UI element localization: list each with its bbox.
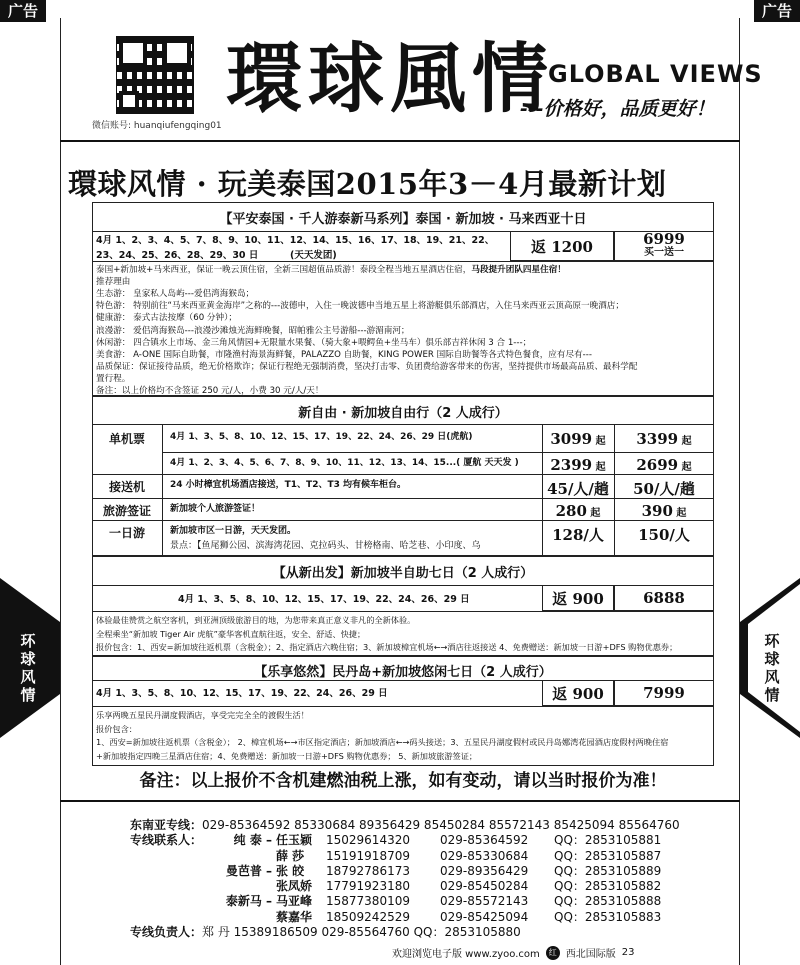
leader-info: 郑 丹 15389186509 029-85564760 QQ：2853105880 bbox=[202, 925, 521, 940]
tour1-detail-line: 休闲游： 四合镇水上市场、金三角风情园+无限量水果餐、（骑大象+喂鳄鱼+坐马车）俱乐部吉祥休闲 3 合 1---； bbox=[96, 337, 532, 348]
price-unit: 起 bbox=[678, 436, 692, 447]
divider bbox=[162, 452, 714, 453]
tour2-row-desc2: 景点：【鱼尾狮公园、滨海湾花园、克拉码头、甘榜格南、哈芝巷、小印度、乌 bbox=[170, 541, 481, 551]
contact-group: 曼芭普 – bbox=[225, 863, 272, 878]
tour1-detail-line: 品质保证：保证接待品质，绝无价格欺诈；保证行程绝无强制消费，坚决打击零、负团费给游客带来的伤害，坚持提供市场最高品质、最科学配 bbox=[96, 361, 638, 372]
tour4-detail-line: 乐享两晚五星民丹湖度假酒店，享受完完全全的渡假生活！ bbox=[96, 710, 309, 720]
contact-tel: 029-85330684 bbox=[440, 848, 529, 863]
tour2-row-label: 旅游签证 bbox=[102, 504, 151, 518]
tour4-detail-line: 报价包含： bbox=[96, 723, 137, 734]
tour2-price-a: 3099 起 bbox=[550, 430, 606, 448]
divider bbox=[92, 611, 714, 612]
contact-person-row bbox=[130, 849, 680, 864]
price-unit: 起 bbox=[586, 508, 601, 519]
contacts-divider bbox=[60, 800, 740, 802]
contact-tel: 029-85425094 bbox=[440, 909, 529, 924]
contact-tel: 029-85450284 bbox=[440, 879, 529, 894]
tour2-row-desc: 新加坡市区一日游，天天发团。 bbox=[170, 526, 297, 536]
contact-group: 纯 泰 – bbox=[233, 833, 272, 848]
contact-mobile: 15191918709 bbox=[326, 848, 410, 863]
contact-qq: QQ：2853105889 bbox=[554, 863, 662, 878]
tour2-row-label: 单机票 bbox=[108, 432, 145, 446]
tour2-row-desc: 新加坡个人旅游签证！ bbox=[170, 504, 261, 514]
tour1-detail-line: 生态游： 皇家私人岛屿---爱侣湾海猴岛； bbox=[96, 289, 255, 300]
ad-tag-left: 广告 bbox=[0, 0, 46, 22]
tour1-dates-tag: (天天发团) bbox=[290, 250, 337, 261]
tour4-title: 【乐享悠然】民丹岛+新加坡悠闲七日（2 人成行） bbox=[254, 665, 552, 680]
tour1-detail-line: 泰国+新加坡+马来西亚，保证一晚云顶住宿，全新三国超值品质游！泰段全程当地五星酒店住宿，马段提升团队四星住宿！ bbox=[96, 265, 566, 275]
slogan: ---价格好，品质更好！ bbox=[520, 98, 715, 120]
tour2-row-desc: 4月 1、2、3、4、5、6、7、8、9、10、11、12、13、14、15...( 厦航 天天发 ) bbox=[170, 458, 519, 468]
header-divider bbox=[60, 140, 740, 142]
qr-code-icon bbox=[116, 36, 194, 114]
contact-qq: QQ：2853105887 bbox=[554, 848, 662, 863]
tour1-price-cell bbox=[614, 231, 714, 261]
tour4-dates: 4月 1、3、5、8、10、12、15、17、19、22、24、26、29 日 bbox=[96, 688, 388, 699]
contact-row-label: 专线联系人： bbox=[130, 833, 203, 848]
price-unit: 起 bbox=[678, 462, 692, 473]
contact-name: 蔡嘉华 bbox=[276, 909, 313, 924]
contact-name: 薛 莎 bbox=[276, 848, 305, 863]
tour1-detail-line: 浪漫游： 爱侣湾海猴岛---浪漫沙滩烛光海鲜晚餐，昭帕雅公主号游船---游湄南河； bbox=[96, 325, 410, 336]
tour4-detail-line: 1、西安=新加坡往返机票（含税金）； 2、樟宜机场←→市区指定酒店；新加坡酒店←→码头接送；3、五星民丹湖度假村或民丹岛娜湾花园酒店度假村两晚住宿 bbox=[96, 737, 669, 747]
tour1-dates: 4月 1、2、3、4、5、7、8、9、10、11、12、14、15、16、17、18、19、21、22、 bbox=[96, 235, 495, 246]
price-unit: 起 bbox=[592, 462, 606, 473]
contact-name: 张凤娇 bbox=[276, 879, 313, 894]
contact-name: 任玉颖 bbox=[276, 833, 313, 848]
side-label-right: 环球风情 bbox=[764, 632, 780, 704]
contact-mobile: 17791923180 bbox=[326, 879, 410, 894]
tour4-detail-line: +新加坡指定四晚三星酒店住宿；4、免费赠送：新加坡一日游+DFS 购物优惠券； 5、新加坡旅游签证； bbox=[96, 750, 478, 761]
price-note: 备注：以上报价不含机建燃油税上涨，如有变动，请以当时报价为准！ bbox=[139, 771, 667, 791]
tour3-detail-line: 体验最佳赞赏之航空客机，到亚洲顶级旅游目的地，为您带来真正意义非凡的全新体验。 bbox=[96, 615, 416, 625]
contact-person-row bbox=[130, 894, 680, 909]
contact-qq: QQ：2853105883 bbox=[554, 909, 662, 924]
contact-qq: QQ：2853105888 bbox=[554, 894, 662, 909]
tour2-price-a: 128/人 bbox=[552, 526, 604, 544]
tour2-price-b: 150/人 bbox=[638, 526, 690, 544]
tour2-price-b: 390 起 bbox=[641, 502, 687, 520]
divider bbox=[92, 424, 714, 425]
tour1-detail-line: 置行程。 bbox=[96, 373, 131, 384]
divider bbox=[92, 261, 714, 262]
tour2-price-b: 2699 起 bbox=[636, 456, 692, 474]
contact-line-hotline bbox=[130, 818, 680, 833]
divider bbox=[92, 520, 714, 521]
global-views-title: GLOBAL VIEWS bbox=[548, 60, 763, 88]
contact-tel: 029-89356429 bbox=[440, 863, 529, 878]
side-label-left: 环球风情 bbox=[20, 632, 36, 704]
tour2-price-b: 50/人/趟 bbox=[633, 480, 695, 498]
tour1-rebate: 返 1200 bbox=[510, 231, 614, 261]
footer-site: 欢迎浏览电子版 www.zyoo.com bbox=[392, 949, 540, 960]
price-unit: 起 bbox=[592, 436, 606, 447]
tour1-title: 【平安泰国 · 千人游泰新马系列】泰国 · 新加坡 · 马来西亚十日 bbox=[219, 212, 587, 227]
contact-group: 泰新马 – bbox=[225, 894, 272, 909]
footer bbox=[392, 945, 634, 960]
contact-mobile: 15029614320 bbox=[326, 833, 410, 848]
contact-line-leader bbox=[130, 925, 680, 940]
divider bbox=[162, 424, 163, 556]
tour4-rebate: 返 900 bbox=[542, 680, 614, 706]
contact-name: 马亚峰 bbox=[276, 894, 313, 909]
contact-person-row bbox=[130, 864, 680, 879]
hotline-phones: 029-85364592 85330684 89356429 85450284 85572143 85425094 85564760 bbox=[202, 818, 680, 832]
tour4-price: 7999 bbox=[614, 680, 714, 706]
divider bbox=[92, 498, 714, 499]
tour2-price-a: 2399 起 bbox=[550, 456, 606, 474]
contact-person-row bbox=[130, 833, 680, 848]
brand-logo: 環球風情 bbox=[226, 34, 554, 123]
tour3-detail-line: 全程乘坐“新加坡 Tiger Air 虎航”豪华客机直航往返，安全、舒适、快捷； bbox=[96, 628, 366, 639]
tour2-row-label: 一日游 bbox=[108, 526, 145, 540]
price-unit: 起 bbox=[672, 508, 687, 519]
side-tab-left bbox=[0, 578, 60, 738]
contact-tel: 029-85572143 bbox=[440, 894, 529, 909]
tour3-dates: 4月 1、3、5、8、10、12、15、17、19、22、24、26、29 日 bbox=[178, 594, 470, 605]
ad-tag-right: 广告 bbox=[754, 0, 800, 22]
edition-badge: 红 bbox=[546, 946, 560, 960]
tour3-price: 6888 bbox=[614, 585, 714, 611]
page-title: 環球风情 · 玩美泰国2015年3－4月最新计划 bbox=[68, 167, 667, 201]
tour3-title: 【从新出发】新加坡半自助七日（2 人成行） bbox=[272, 566, 534, 581]
tour1-detail-line: 健康游： 泰式古法按摩（60 分钟）； bbox=[96, 313, 238, 324]
tour2-price-a: 45/人/趟 bbox=[547, 480, 609, 498]
divider bbox=[92, 474, 714, 475]
tour1-detail-line: 特色游： 特别前往“马来西亚黄金海岸”之称的---波德申，入住一晚波德申当地五星上将游艇俱乐部酒店，入住马来西亚云顶高原一晚酒店； bbox=[96, 301, 624, 312]
tour1-price: 6999 bbox=[643, 230, 685, 248]
contact-qq: QQ：2853105882 bbox=[554, 879, 662, 894]
tour1-detail-line: 美食游： A-ONE 国际自助餐，市隆渔村海景海鲜餐，PALAZZO 自助餐，KING POWER 国际自助餐等各式特色餐食，应有尽有--- bbox=[96, 349, 592, 360]
tour1-promo: 买一送一 bbox=[644, 247, 684, 258]
contact-mobile: 18792786173 bbox=[326, 863, 410, 878]
contact-name: 张 皎 bbox=[276, 863, 305, 878]
contact-person-row bbox=[130, 910, 680, 925]
contact-person-row bbox=[130, 879, 680, 894]
wechat-account: 微信账号: huanqiufengqing01 bbox=[92, 121, 222, 131]
tour1-detail-line: 推荐理由 bbox=[96, 277, 131, 288]
divider bbox=[92, 706, 714, 707]
contact-mobile: 15877380109 bbox=[326, 894, 410, 909]
tour1-dates-2: 23、24、25、26、28、29、30 日 bbox=[96, 250, 259, 261]
contact-qq: QQ：2853105881 bbox=[554, 833, 662, 848]
contacts-block bbox=[130, 818, 680, 940]
tour3-rebate: 返 900 bbox=[542, 585, 614, 611]
tour2-row-desc: 4月 1、3、5、8、10、12、15、17、19、22、24、26、29 日(虎航) bbox=[170, 432, 473, 442]
tour1-detail-line: 备注：以上价格均不含签证 250 元/人，小费 30 元/人/天！ bbox=[96, 386, 324, 396]
tour2-title: 新自由 · 新加坡自由行（2 人成行） bbox=[298, 406, 508, 421]
footer-edition: 西北国际版 bbox=[565, 949, 616, 960]
leader-label: 专线负责人： bbox=[130, 925, 203, 940]
tour2-row-label: 接送机 bbox=[108, 480, 145, 494]
hotline-label: 东南亚专线： bbox=[130, 818, 203, 832]
page-number: 23 bbox=[621, 947, 635, 958]
side-tab-right bbox=[740, 578, 800, 738]
contact-mobile: 18509242529 bbox=[326, 909, 410, 924]
contact-tel: 029-85364592 bbox=[440, 833, 529, 848]
tour3-detail-line: 报价包含：1、西安=新加坡往返机票（含税金）；2、指定酒店六晚住宿；3、新加坡樟宜机场←→酒店往返接送 4、免费赠送：新加坡一日游+DFS 购物优惠券； bbox=[96, 642, 678, 652]
tour1-highlight: 马段提升团队四星住宿！ bbox=[471, 265, 566, 275]
tour2-price-b: 3399 起 bbox=[636, 430, 692, 448]
tour2-price-a: 280 起 bbox=[555, 502, 601, 520]
tour2-row-desc: 24 小时樟宜机场酒店接送，T1、T2、T3 均有候车柜台。 bbox=[170, 480, 406, 490]
